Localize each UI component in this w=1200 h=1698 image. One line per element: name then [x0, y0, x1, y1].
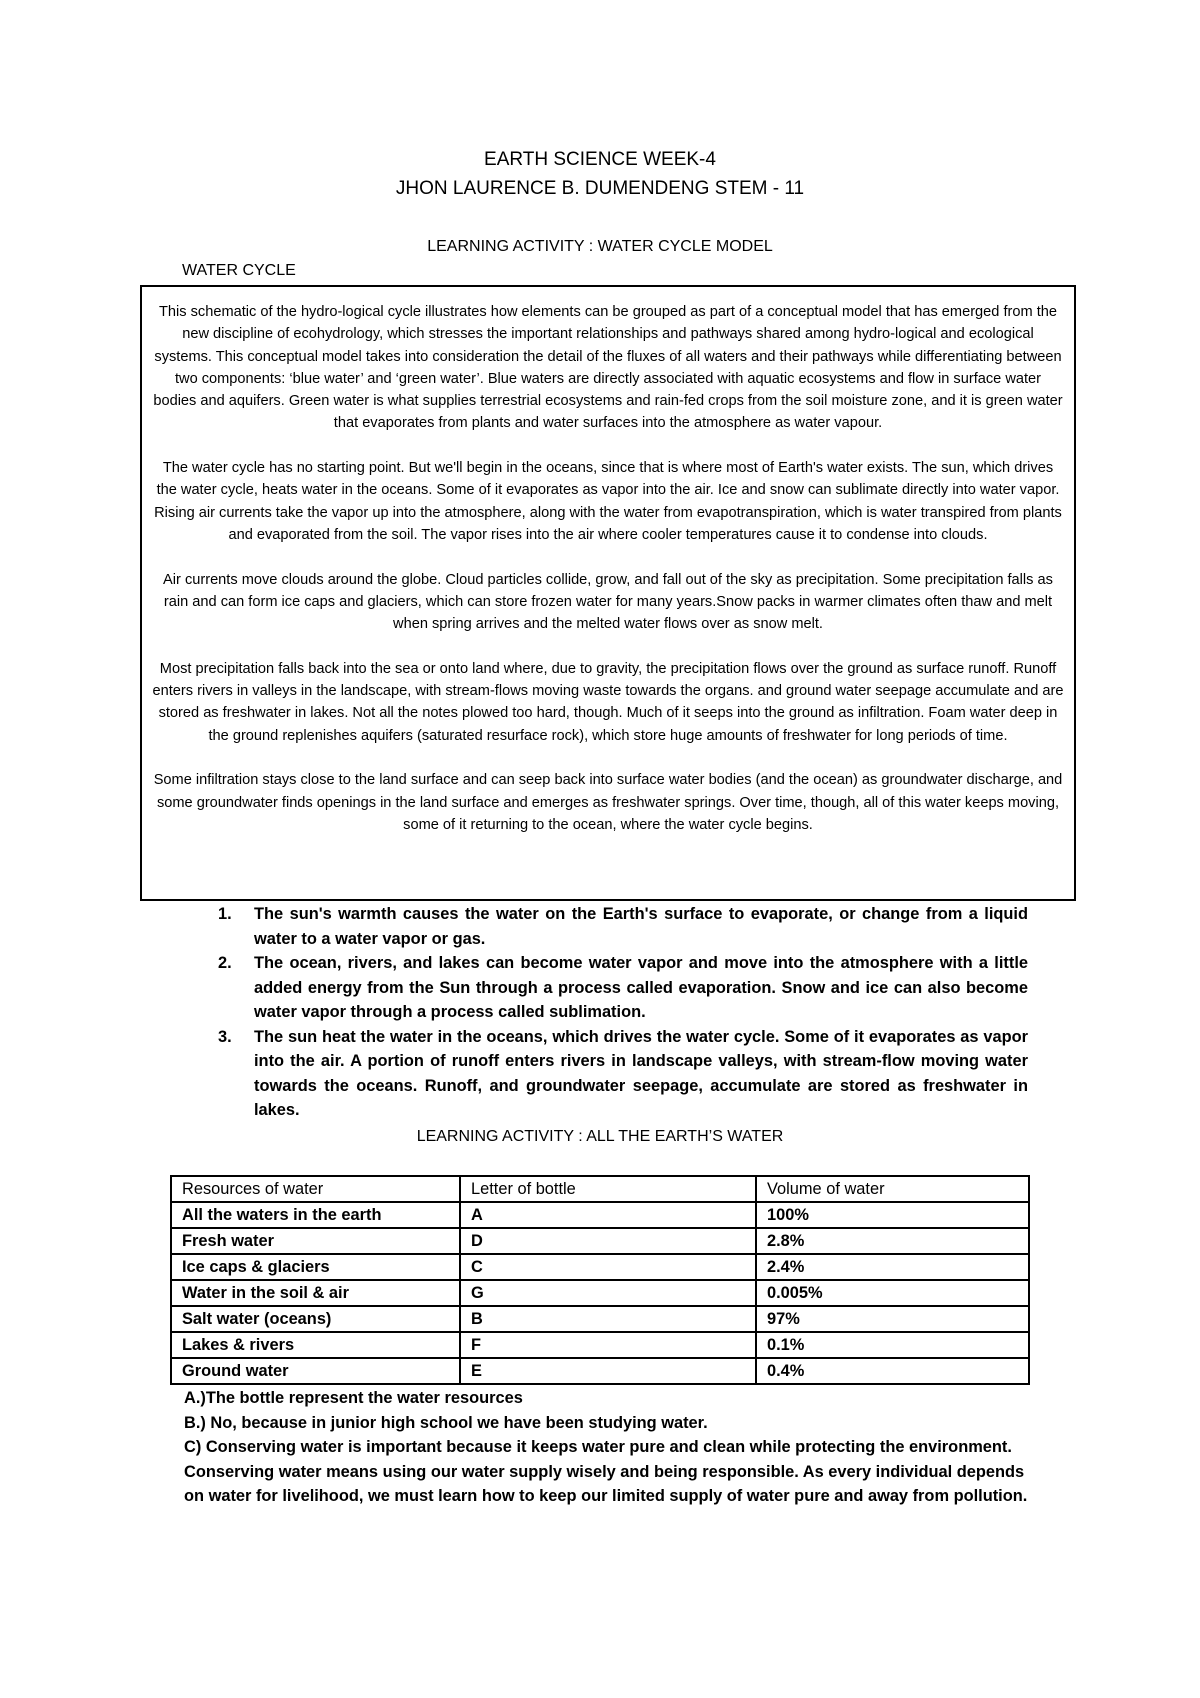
- column-header: Volume of water: [756, 1176, 1029, 1202]
- list-text: The sun heat the water in the oceans, which drives the water cycle. Some of it evaporates as vapor into the air. A portion of runoff enters rivers in landscape valleys, with stream-flow moving water towards the oceans. Runoff, and groundwater seepage, accumulate are stored as freshwater in lakes.: [254, 1027, 1028, 1119]
- box-paragraph: Some infiltration stays close to the land surface and can seep back into surface water bodies (and the ocean) as groundwater discharge, and some groundwater finds openings in the land surface and emerges as freshwater springs. Over time, though, all of this water keeps moving, some of it returning to the ocean, where the water cycle begins.: [153, 772, 1063, 833]
- list-text: The ocean, rivers, and lakes can become water vapor and move into the atmosphere with a little added energy from the Sun through a process called evaporation. Snow and ice can also become water vapor through a process called sublimation.: [254, 954, 1028, 1021]
- table-cell: Ice caps & glaciers: [171, 1254, 460, 1280]
- box-paragraph: The water cycle has no starting point. But we'll begin in the oceans, since that is where most of Earth's water exists. The sun, which drives the water cycle, heats water in the oceans. Some of it evaporates as vapor into the air. Ice and snow can sublimate directly into water vapor. Rising air currents take the vapor up into the atmosphere, along with the water from evapotranspiration, which is water transpired from plants and evaporated from the soil. The vapor rises into the air where cooler temperatures cause it to condense into clouds.: [154, 460, 1062, 543]
- table-cell: C: [460, 1254, 756, 1280]
- table-row: [171, 1202, 1029, 1228]
- activity-heading-earths-water: LEARNING ACTIVITY : ALL THE EARTH’S WATER: [416, 1128, 784, 1145]
- answers-section: [184, 1386, 1029, 1509]
- answer-a: A.)The bottle represent the water resources: [184, 1389, 523, 1407]
- table-cell: Ground water: [171, 1358, 460, 1384]
- activity-heading-water-cycle-model: LEARNING ACTIVITY : WATER CYCLE MODEL: [427, 238, 773, 255]
- table-cell: B: [460, 1306, 756, 1332]
- list-item: [218, 902, 1028, 951]
- answer-c: C) Conserving water is important because it keeps water pure and clean while protecting the environment. Conserving water means using our water supply wisely and being responsible. As every individual depends on water for livelihood, we must learn how to keep our limited supply of water pure and away from pollution.: [184, 1438, 1028, 1505]
- document-title: EARTH SCIENCE WEEK-4: [484, 149, 716, 170]
- author-line: JHON LAURENCE B. DUMENDENG STEM - 11: [395, 178, 805, 199]
- table-row: [171, 1280, 1029, 1306]
- table-cell: A: [460, 1202, 756, 1228]
- water-resources-table: [170, 1175, 1030, 1385]
- table-row: [171, 1254, 1029, 1280]
- table-cell: 2.4%: [756, 1254, 1029, 1280]
- column-header: Resources of water: [171, 1176, 460, 1202]
- table-header-row: [171, 1176, 1029, 1202]
- water-cycle-text-box: [140, 285, 1076, 901]
- list-number: 1.: [218, 905, 232, 923]
- column-header: Letter of bottle: [460, 1176, 756, 1202]
- list-item: [218, 951, 1028, 1025]
- table-cell: 97%: [756, 1306, 1029, 1332]
- table-cell: Lakes & rivers: [171, 1332, 460, 1358]
- table-cell: Water in the soil & air: [171, 1280, 460, 1306]
- table-cell: Salt water (oceans): [171, 1306, 460, 1332]
- box-paragraph: This schematic of the hydro-logical cycle illustrates how elements can be grouped as part of a conceptual model that has emerged from the new discipline of ecohydrology, which stresses the important relationships and pathways shared among hydro-logical and ecological systems. This conceptual model takes into consideration the detail of the fluxes of all waters and their pathways while differentiating between two components: ‘blue water’ and ‘green water’. Blue waters are directly associated with aquatic ecosystems and flow in surface water bodies and aquifers. Green water is what supplies terrestrial ecosystems and rain-fed crops from the soil moisture zone, and it is green water that evaporates from plants and water surfaces into the atmosphere as water vapour.: [153, 304, 1063, 432]
- numbered-steps: [218, 902, 1028, 1123]
- table-cell: E: [460, 1358, 756, 1384]
- box-paragraph: Most precipitation falls back into the sea or onto land where, due to gravity, the precipitation flows over the ground as surface runoff. Runoff enters rivers in valleys in the landscape, with stream-flows moving waste towards the organs. and ground water seepage accumulate and are stored as freshwater in lakes. Not all the notes plowed too hard, though. Much of it seeps into the ground as infiltration. Foam water deep in the ground replenishes aquifers (saturated resurface rock), which store huge amounts of freshwater for long periods of time.: [152, 660, 1064, 744]
- table-row: [171, 1332, 1029, 1358]
- table-cell: Fresh water: [171, 1228, 460, 1254]
- table-cell: F: [460, 1332, 756, 1358]
- section-heading-water-cycle: WATER CYCLE: [182, 262, 296, 279]
- list-item: [218, 1025, 1028, 1123]
- table-row: [171, 1358, 1029, 1384]
- table-cell: G: [460, 1280, 756, 1306]
- table-cell: 0.1%: [756, 1332, 1029, 1358]
- table-cell: All the waters in the earth: [171, 1202, 460, 1228]
- table-row: [171, 1306, 1029, 1332]
- table-row: [171, 1228, 1029, 1254]
- table-cell: 2.8%: [756, 1228, 1029, 1254]
- table-cell: 0.4%: [756, 1358, 1029, 1384]
- table-cell: D: [460, 1228, 756, 1254]
- table-cell: 0.005%: [756, 1280, 1029, 1306]
- table-cell: 100%: [756, 1202, 1029, 1228]
- answer-b: B.) No, because in junior high school we have been studying water.: [184, 1413, 708, 1432]
- list-number: 2.: [218, 954, 232, 972]
- box-paragraph: Air currents move clouds around the globe. Cloud particles collide, grow, and fall out of the sky as precipitation. Some precipitation falls as rain and can form ice caps and glaciers, which can store frozen water for many years.Snow packs in warmer climates often thaw and melt when spring arrives and the melted water flows over as snow melt.: [163, 571, 1053, 633]
- list-text: The sun's warmth causes the water on the Earth's surface to evaporate, or change from a liquid water to a water vapor or gas.: [254, 905, 1028, 948]
- list-number: 3.: [218, 1027, 232, 1046]
